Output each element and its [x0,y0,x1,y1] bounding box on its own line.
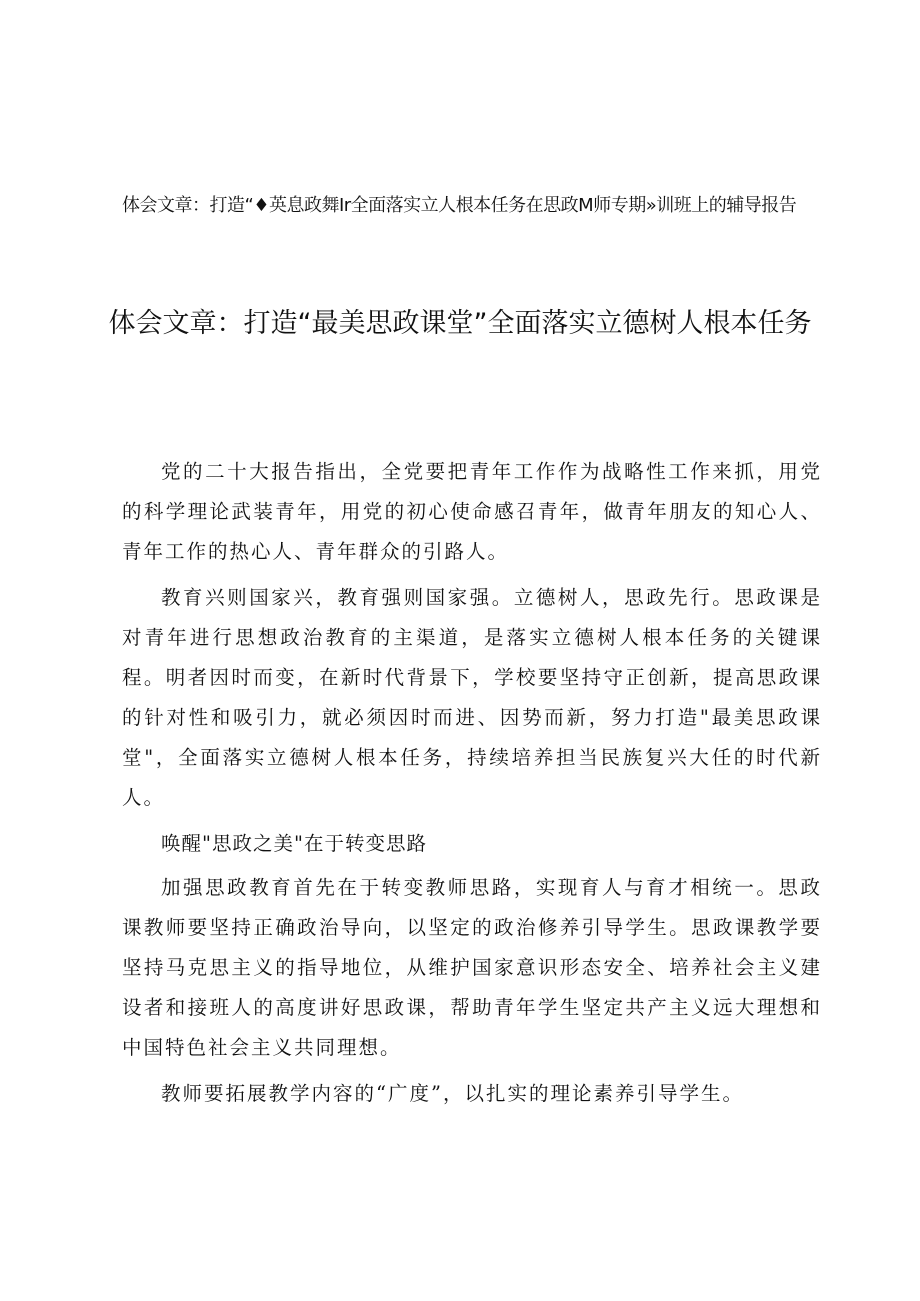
body-paragraph-3: 加强思政教育首先在于转变教师思路，实现育人与育才相统一。思政课教师要坚持正确政治导向，以坚定的政治修养引导学生。思政课教学要坚持马克思主义的指导地位，从维护国家意识形态安全、培养社会主义建设者和接班人的高度讲好思政课，帮助青年学生坚定共产主义远大理想和中国特色社会主义共同理想。 [122,876,822,1059]
body-paragraph-2: 教育兴则国家兴，教育强则国家强。立德树人，思政先行。思政课是对青年进行思想政治教育的主渠道，是落实立德树人根本任务的关键课程。明者因时而变，在新时代背景下，学校要坚持守正创新，提高思政课的针对性和吸引力，就必须因时而进、因势而新，努力打造"最美思政课堂"，全面落实立德树人根本任务，持续培养担当民族复兴大任的时代新人。 [122,586,822,809]
body-paragraph-4: 教师要拓展教学内容的“广度”，以扎实的理论素养引导学生。 [161,1082,744,1105]
document-header-line: 体会文章：打造“♦英息政舞Ir全面落实立人根本任务在思政M师专期»训班上的辅导报告 [122,195,797,216]
body-paragraph-1: 党的二十大报告指出，全党要把青年工作作为战略性工作来抓，用党的科学理论武装青年，用党的初心使命感召青年，做青年朋友的知心人、青年工作的热心人、青年群众的引路人。 [122,460,822,563]
document-title: 体会文章：打造“最美思政课堂”全面落实立德树人根本任务 [108,308,812,339]
section-heading: 唤醒"思政之美"在于转变思路 [161,832,427,855]
document-body [122,452,822,1120]
